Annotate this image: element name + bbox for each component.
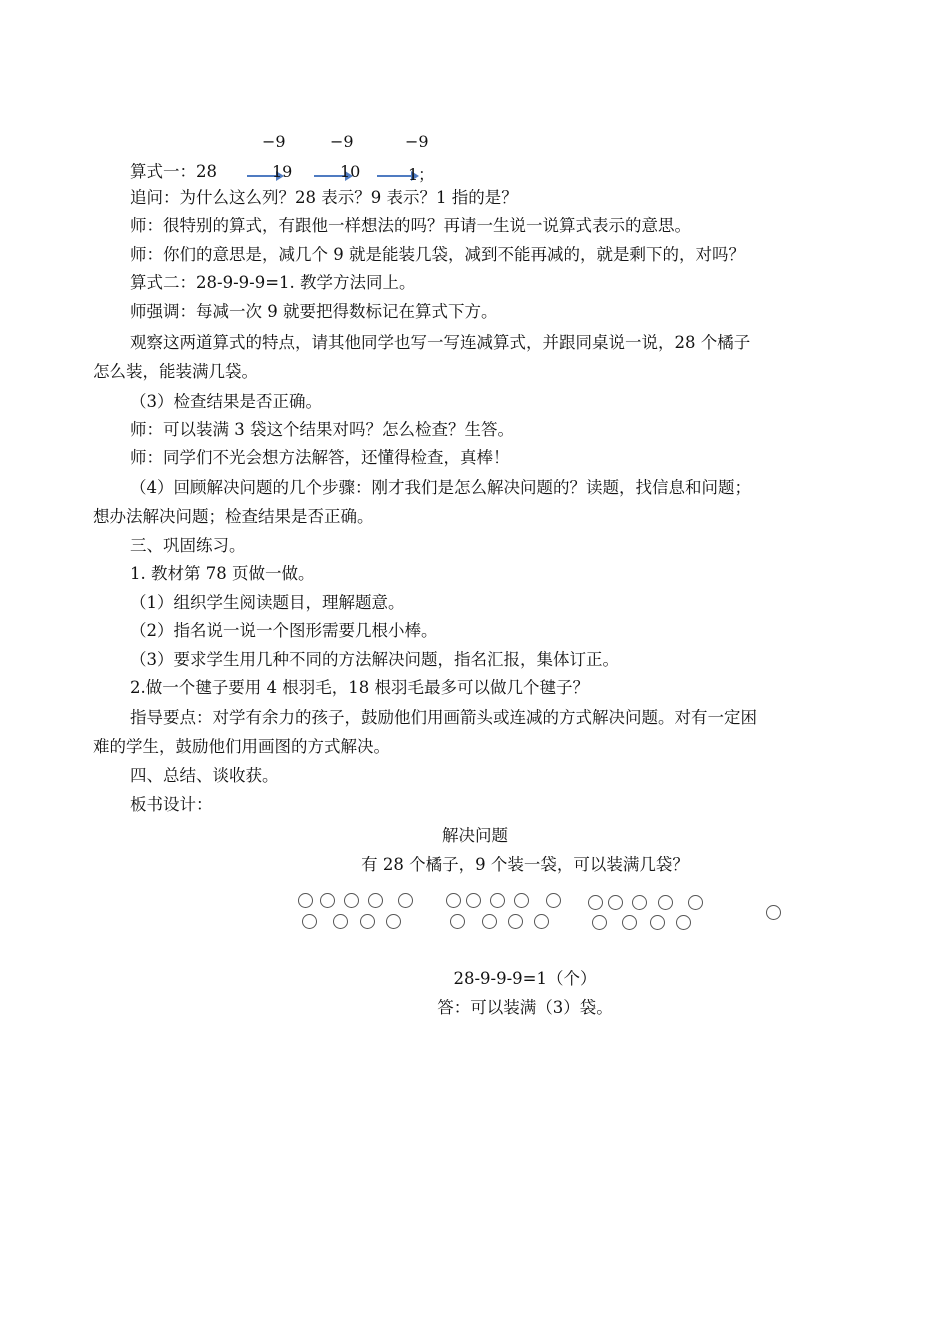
- text-line-22: 板书设计：: [130, 795, 213, 814]
- board-question: 有 28 个橘子，9 个装一袋，可以装满几袋？: [361, 855, 689, 874]
- minus-label-2: −9: [330, 132, 354, 151]
- circle-icon: [632, 895, 647, 910]
- board-equation: 28-9-9-9=1（个）: [453, 969, 597, 988]
- circle-icon: [490, 893, 505, 908]
- text-line-8: （3）检查结果是否正确。: [130, 392, 322, 411]
- circle-icon: [608, 895, 623, 910]
- circle-icon: [622, 915, 637, 930]
- text-line-19: 指导要点：对学有余力的孩子，鼓励他们用画箭头或连减的方式解决问题。对有一定困: [130, 708, 757, 727]
- text-line-1: 追问：为什么这么列？28 表示？9 表示？1 指的是？: [130, 188, 518, 207]
- circle-icon: [676, 915, 691, 930]
- text-line-5: 师强调：每减一次 9 就要把得数标记在算式下方。: [130, 302, 498, 321]
- text-line-16: （2）指名说一说一个图形需要几根小棒。: [130, 621, 438, 640]
- circle-icon: [658, 895, 673, 910]
- arrow-icon: [377, 175, 412, 177]
- circle-icon: [302, 914, 317, 929]
- circle-icon: [688, 895, 703, 910]
- circle-icon: [386, 914, 401, 929]
- formula1-step-1: 19: [272, 162, 293, 181]
- circle-icon: [333, 914, 348, 929]
- text-line-17: （3）要求学生用几种不同的方法解决问题，指名汇报，集体订正。: [130, 650, 619, 669]
- text-line-12: 想办法解决问题；检查结果是否正确。: [93, 507, 374, 526]
- text-line-6: 观察这两道算式的特点，请其他同学也写一写连减算式，并跟同桌说一说，28 个橘子: [130, 333, 751, 352]
- circle-icon: [344, 893, 359, 908]
- text-line-11: （4）回顾解决问题的几个步骤：刚才我们是怎么解决问题的？读题，找信息和问题；: [130, 478, 751, 497]
- circle-icon: [320, 893, 335, 908]
- text-line-18: 2.做一个毽子要用 4 根羽毛，18 根羽毛最多可以做几个毽子？: [130, 678, 589, 697]
- circle-icon: [514, 893, 529, 908]
- text-line-9: 师：可以装满 3 袋这个结果对吗？怎么检查？生答。: [130, 420, 514, 439]
- text-line-13: 三、巩固练习。: [130, 536, 246, 555]
- text-line-20: 难的学生，鼓励他们用画图的方式解决。: [93, 737, 390, 756]
- text-line-4: 算式二：28-9-9-9=1. 教学方法同上。: [130, 273, 416, 292]
- text-line-3: 师：你们的意思是，减几个 9 就是能装几袋，减到不能再减的，就是剩下的，对吗？: [130, 245, 745, 264]
- minus-label-1: −9: [262, 132, 286, 151]
- circle-icon: [650, 915, 665, 930]
- formula1-step-3: 1；: [408, 165, 435, 184]
- circle-icon: [368, 893, 383, 908]
- minus-label-3: −9: [405, 132, 429, 151]
- text-line-2: 师：很特别的算式，有跟他一样想法的吗？再请一生说一说算式表示的意思。: [130, 216, 691, 235]
- circle-icon: [482, 914, 497, 929]
- text-line-10: 师：同学们不光会想方法解答，还懂得检查，真棒！: [130, 448, 510, 467]
- circle-icon: [766, 905, 781, 920]
- board-title: 解决问题: [442, 826, 508, 845]
- text-line-7: 怎么装，能装满几袋。: [93, 362, 258, 381]
- text-line-21: 四、总结、谈收获。: [130, 766, 279, 785]
- circle-icon: [466, 893, 481, 908]
- circle-icon: [592, 915, 607, 930]
- circle-icon: [298, 893, 313, 908]
- text-line-15: （1）组织学生阅读题目，理解题意。: [130, 593, 405, 612]
- formula1-label: 算式一：28: [130, 162, 217, 181]
- board-answer: 答：可以装满（3）袋。: [437, 998, 613, 1017]
- circle-icon: [588, 895, 603, 910]
- text-line-14: 1. 教材第 78 页做一做。: [130, 564, 315, 583]
- circle-icon: [508, 914, 523, 929]
- circle-icon: [546, 893, 561, 908]
- circle-icon: [450, 914, 465, 929]
- circle-icon: [446, 893, 461, 908]
- circle-icon: [360, 914, 375, 929]
- formula1-step-2: 10: [340, 162, 361, 181]
- circle-icon: [534, 914, 549, 929]
- circle-icon: [398, 893, 413, 908]
